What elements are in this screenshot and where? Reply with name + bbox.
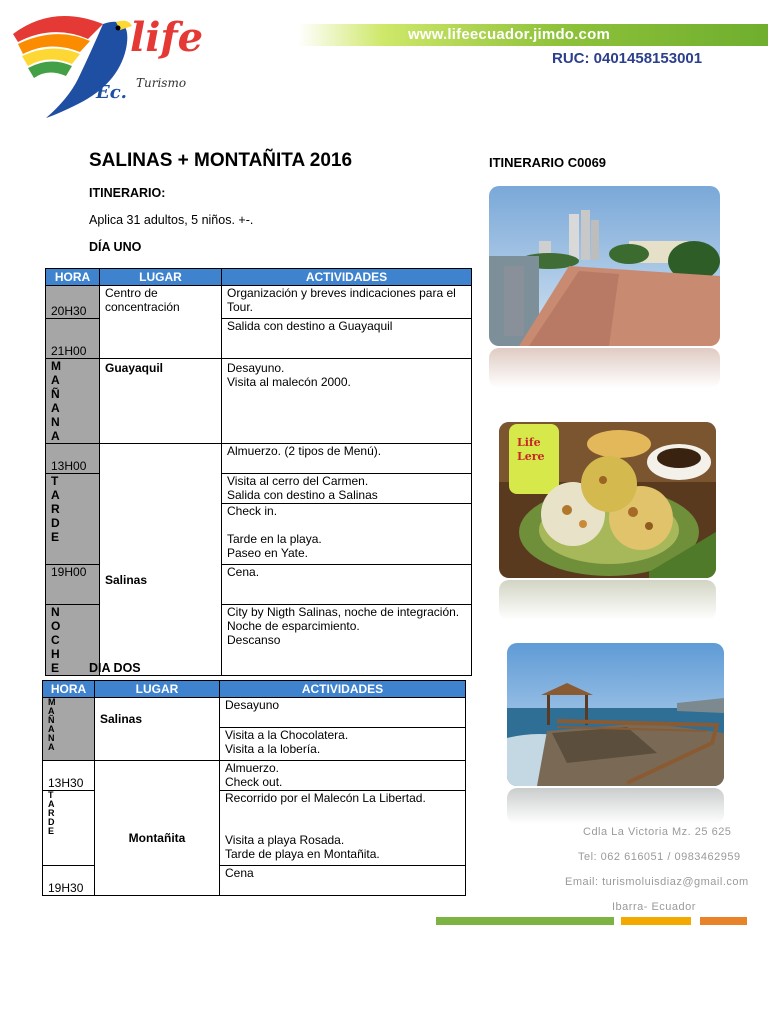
svg-text:Lere: Lere <box>517 450 545 463</box>
guayaquil-malecon-photo <box>489 186 720 346</box>
lugar-cell: Montañita <box>95 761 220 896</box>
itinerary-code: ITINERARIO C0069 <box>489 155 607 170</box>
footer-orange-bar <box>700 917 747 925</box>
hora-cell: M A Ñ A N A <box>46 359 100 444</box>
itinerary-label: ITINERARIO: <box>89 186 166 200</box>
footer-green-bar <box>436 917 614 925</box>
photo-reflection <box>499 580 716 620</box>
hora-cell: 13H30 <box>43 761 95 791</box>
logo-subtext: Ec. <box>96 82 127 103</box>
hora-cell: M A Ñ A N A <box>43 698 95 761</box>
table-header-row <box>46 269 472 286</box>
day-two-label: DIA DOS <box>89 661 141 675</box>
activity-cell: Visita al cerro del Carmen. Salida con destino a Salinas <box>222 474 472 504</box>
activity-cell: Salida con destino a Guayaquil <box>222 319 472 359</box>
activity-cell: Desayuno <box>220 698 466 728</box>
column-header: ACTIVIDADES <box>222 269 472 286</box>
website-link[interactable]: www.lifeecuador.jimdo.com <box>408 26 610 43</box>
logo-script: Turismo <box>136 76 187 90</box>
applies-text: Aplica 31 adultos, 5 niños. +-. <box>89 213 254 227</box>
contact-address: Cdla La Victoria Mz. 25 625 <box>583 826 732 838</box>
page-title: SALINAS + MONTAÑITA 2016 <box>89 150 353 171</box>
activity-cell: City by Nigth Salinas, noche de integración. Noche de esparcimiento. Descanso <box>222 605 472 676</box>
hora-cell: 20H30 <box>46 286 100 319</box>
lugar-cell: Salinas <box>100 444 222 676</box>
activity-cell: Desayuno. Visita al malecón 2000. <box>222 359 472 444</box>
day-two-table <box>42 680 466 896</box>
activity-cell: Cena. <box>222 565 472 605</box>
column-header: LUGAR <box>95 681 220 698</box>
column-header: HORA <box>43 681 95 698</box>
lugar-cell: Salinas <box>95 698 220 761</box>
lugar-cell: Centro de concentración <box>100 286 222 359</box>
svg-text:Life: Life <box>517 436 541 449</box>
photo-reflection <box>507 788 724 824</box>
photo-reflection <box>489 348 720 388</box>
activity-cell: Recorrido por el Malecón La Libertad. Visita a playa Rosada. Tarde de playa en Montañita. <box>220 791 466 866</box>
hora-cell: 21H00 <box>46 319 100 359</box>
table-header-row <box>43 681 466 698</box>
footer-yellow-bar <box>621 917 691 925</box>
table-row <box>46 359 472 444</box>
ruc-number: RUC: 0401458153001 <box>552 50 703 67</box>
hora-cell: N O C H E <box>46 605 100 676</box>
activity-cell: Organización y breves indicaciones para el Tour. <box>222 286 472 319</box>
hora-cell: 19H00 <box>46 565 100 605</box>
column-header: ACTIVIDADES <box>220 681 466 698</box>
activity-cell: Almuerzo. (2 tipos de Menú). <box>222 444 472 474</box>
day-one-label: DÍA UNO <box>89 240 142 254</box>
company-logo <box>8 4 208 119</box>
table-row <box>43 698 466 728</box>
column-header: LUGAR <box>100 269 222 286</box>
contact-email[interactable]: Email: turismoluisdiaz@gmail.com <box>565 876 749 888</box>
activity-cell: Visita a la Chocolatera. Visita a la lobería. <box>220 728 466 761</box>
logo-text: life <box>130 14 204 61</box>
activity-cell: Almuerzo. Check out. <box>220 761 466 791</box>
hora-cell: T A R D E <box>43 791 95 866</box>
hora-cell: T A R D E <box>46 474 100 565</box>
column-header: HORA <box>46 269 100 286</box>
table-row <box>46 444 472 474</box>
table-row <box>43 761 466 791</box>
day-one-table <box>45 268 472 676</box>
table-row <box>46 286 472 319</box>
lugar-cell: Guayaquil <box>100 359 222 444</box>
activity-cell: Check in. Tarde en la playa. Paseo en Yate. <box>222 504 472 565</box>
activity-cell: Cena <box>220 866 466 896</box>
la-chocolatera-photo <box>507 643 724 786</box>
hora-cell: 13H00 <box>46 444 100 474</box>
food-photo <box>499 422 716 578</box>
contact-city: Ibarra- Ecuador <box>612 901 696 913</box>
contact-phone: Tel: 062 616051 / 0983462959 <box>578 851 741 863</box>
hora-cell: 19H30 <box>43 866 95 896</box>
